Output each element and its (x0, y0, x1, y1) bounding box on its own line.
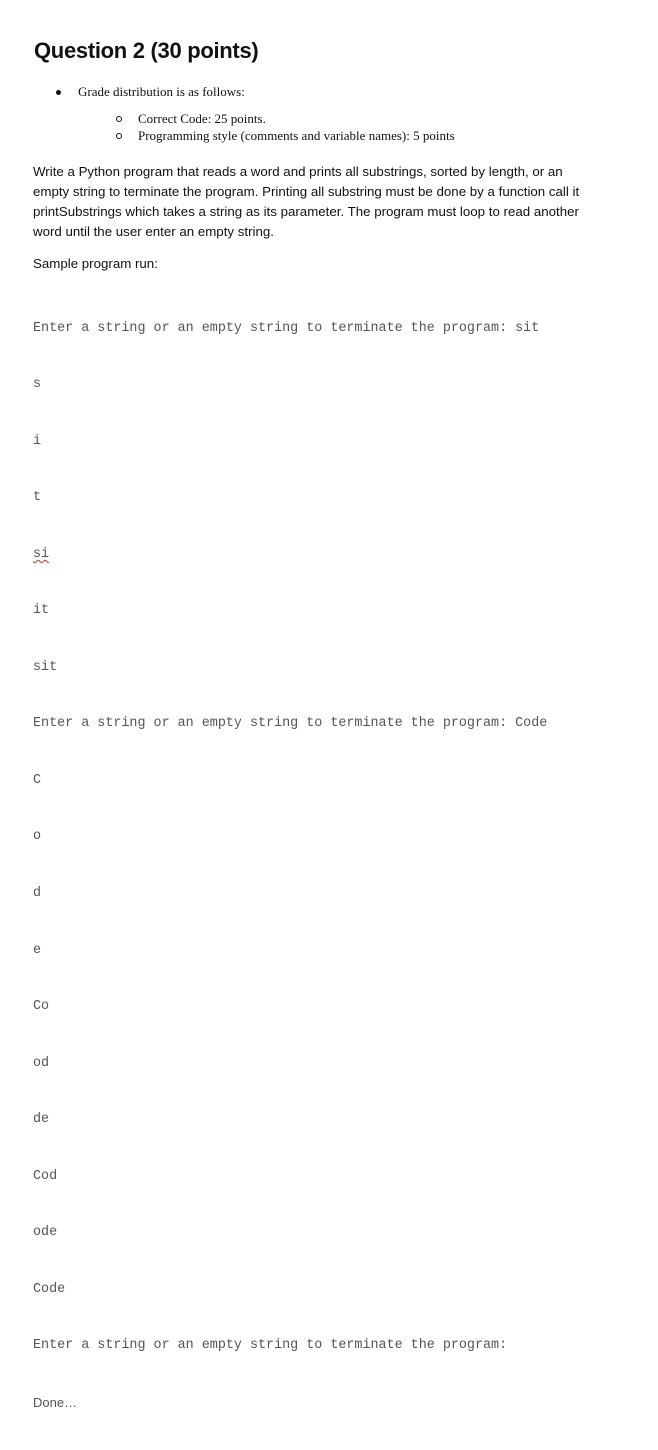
spellcheck-flagged-text: si (33, 546, 50, 562)
bullet-dot-icon (56, 90, 61, 95)
description-line: printSubstrings which takes a string as its parameter. The program must loop to read another (33, 204, 579, 219)
output-line (33, 546, 547, 565)
output-line: i (33, 433, 42, 449)
question-title: Question 2 (30 points) (34, 38, 259, 63)
grade-item-text: Programming style (comments and variable names): 5 points (138, 128, 455, 143)
output-line: e (33, 942, 42, 958)
output-line: t (33, 490, 42, 506)
output-line: s (33, 377, 42, 393)
sample-output-block (33, 282, 547, 1450)
output-line: Enter a string or an empty string to terminate the program: Code (33, 716, 548, 732)
grade-intro-text: Grade distribution is as follows: (78, 84, 245, 99)
output-line: od (33, 1055, 50, 1071)
hollow-bullet-icon (116, 116, 122, 122)
output-line: o (33, 829, 42, 845)
sample-run-label: Sample program run: (33, 256, 158, 271)
output-line: d (33, 886, 42, 901)
output-line: Code (33, 1281, 66, 1297)
grade-distribution-intro (56, 84, 245, 100)
output-line: de (33, 1112, 50, 1128)
output-line: Cod (33, 1168, 58, 1184)
output-line: C (33, 772, 42, 788)
hollow-bullet-icon (116, 133, 122, 139)
description-line: word until the user enter an empty string. (33, 224, 274, 239)
output-line: it (33, 603, 50, 619)
output-line: sit (33, 659, 58, 675)
grade-item-text: Correct Code: 25 points. (138, 111, 266, 126)
grade-items-list (116, 110, 455, 144)
output-line: Enter a string or an empty string to terminate the program: sit (33, 320, 540, 336)
grade-item (116, 127, 455, 144)
output-line: Enter a string or an empty string to terminate the program: (33, 1338, 508, 1354)
description-line: Write a Python program that reads a word and prints all substrings, sorted by length, or an (33, 164, 563, 179)
problem-description (33, 162, 643, 242)
output-line: ode (33, 1225, 58, 1241)
output-line: Co (33, 999, 50, 1015)
description-line: empty string to terminate the program. Printing all substring must be done by a function call it (33, 184, 580, 199)
grade-item (116, 110, 455, 127)
output-line: Done… (33, 1394, 78, 1410)
